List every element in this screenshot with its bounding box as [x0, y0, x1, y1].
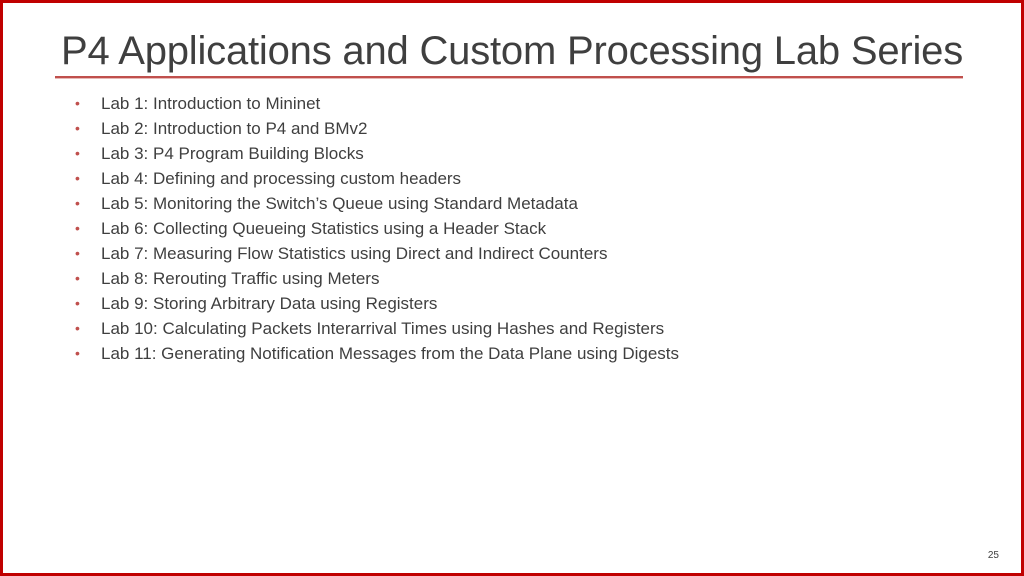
bullet-icon: • [75, 145, 80, 161]
bullet-icon: • [75, 120, 80, 136]
bullet-icon: • [75, 320, 80, 336]
slide-title: P4 Applications and Custom Processing Lab Series [61, 29, 964, 73]
bullet-icon: • [75, 295, 80, 311]
page-number: 25 [987, 550, 999, 561]
lab-item-text: Lab 2: Introduction to P4 and BMv2 [101, 119, 368, 138]
lab-item-text: Lab 8: Rerouting Traffic using Meters [101, 269, 380, 288]
bullet-icon: • [75, 345, 80, 361]
lab-item-text: Lab 11: Generating Notification Messages from the Data Plane using Digests [101, 344, 679, 363]
lab-item-text: Lab 9: Storing Arbitrary Data using Registers [101, 294, 438, 313]
bullet-icon: • [75, 170, 80, 186]
lab-item-text: Lab 6: Collecting Queueing Statistics using a Header Stack [101, 219, 547, 238]
title-underline-shadow [55, 78, 963, 79]
lab-item-text: Lab 3: P4 Program Building Blocks [101, 144, 364, 163]
lab-item-text: Lab 5: Monitoring the Switch’s Queue using Standard Metadata [101, 194, 578, 213]
lab-item-text: Lab 4: Defining and processing custom headers [101, 169, 462, 188]
bullet-icon: • [75, 270, 80, 286]
bullet-icon: • [75, 195, 80, 211]
bullet-icon: • [75, 220, 80, 236]
lab-item-text: Lab 7: Measuring Flow Statistics using Direct and Indirect Counters [101, 244, 608, 263]
bullet-icon: • [75, 245, 80, 261]
lab-item-text: Lab 10: Calculating Packets Interarrival Times using Hashes and Registers [101, 319, 665, 338]
lab-item-text: Lab 1: Introduction to Mininet [101, 94, 321, 113]
bullet-icon: • [75, 95, 80, 111]
